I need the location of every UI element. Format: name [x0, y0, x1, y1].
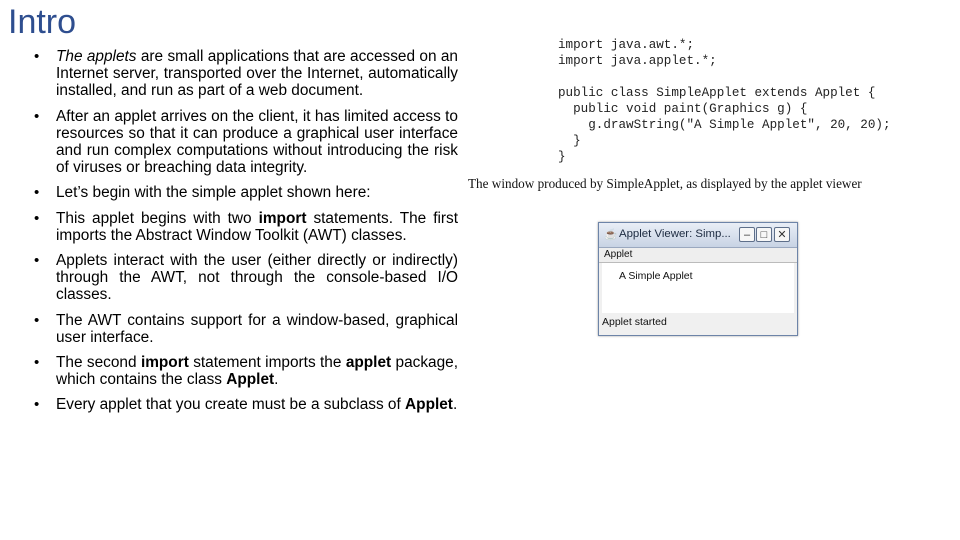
bullet-text-segment: The AWT contains support for a window-based, graphical user interface.	[56, 311, 458, 346]
code-line: }	[558, 134, 581, 148]
bullet-text-segment: Applet	[405, 396, 453, 414]
bullet-text-segment: are small applications that are accessed on an Internet server, transported over the Internet, automatically installed, and run as part of a web document.	[56, 48, 458, 100]
code-line: import java.awt.*;	[558, 38, 695, 52]
bullet-item	[34, 312, 458, 346]
bullet-text	[56, 108, 458, 177]
bullet-item	[34, 108, 458, 177]
figure-caption: The window produced by SimpleApplet, as displayed by the applet viewer	[468, 176, 862, 191]
applet-menu[interactable]: Applet	[604, 249, 633, 260]
code-line: import java.applet.*;	[558, 54, 717, 68]
bullet-dot-icon: •	[34, 209, 40, 227]
minimize-icon[interactable]: –	[739, 227, 755, 242]
code-line: public class SimpleApplet extends Applet {	[558, 86, 876, 100]
window-titlebar[interactable]	[599, 223, 797, 248]
bullet-dot-icon: •	[34, 354, 40, 372]
applet-status: Applet started	[602, 316, 667, 328]
bullet-dot-icon: •	[34, 48, 40, 65]
bullet-item	[34, 210, 458, 244]
bullet-text	[56, 312, 458, 346]
bullet-text-segment: Every applet that you create must be a subclass of	[56, 396, 406, 414]
code-listing	[558, 37, 891, 165]
bullet-text-segment: .	[452, 396, 458, 414]
bullet-text-segment: Let’s begin with the simple applet shown here:	[56, 184, 371, 202]
bullet-dot-icon: •	[34, 396, 40, 414]
bullet-text-segment: package, which contains the class	[56, 354, 458, 389]
code-line: }	[558, 150, 566, 164]
bullet-text-segment: import	[140, 354, 189, 372]
bullet-text-segment: .	[274, 371, 279, 389]
bullet-item	[34, 252, 458, 304]
bullet-text-segment: The second	[56, 354, 141, 372]
code-line: g.drawString("A Simple Applet", 20, 20);	[558, 118, 891, 132]
bullet-text	[56, 396, 458, 413]
bullet-item	[34, 184, 458, 201]
code-line: public void paint(Graphics g) {	[558, 102, 808, 116]
bullet-dot-icon: •	[34, 252, 40, 270]
bullet-text	[56, 354, 458, 388]
bullet-dot-icon: •	[34, 107, 40, 125]
bullet-text	[56, 210, 458, 244]
bullet-item	[34, 396, 458, 413]
close-icon[interactable]: ✕	[774, 227, 790, 242]
java-cup-icon: ☕	[604, 229, 618, 241]
bullet-text-segment: statements. The first imports the Abstract Window Toolkit (AWT) classes.	[56, 209, 458, 244]
bullet-text	[56, 184, 458, 201]
bullet-text-segment: import	[258, 209, 307, 227]
bullet-text-segment: Applet	[226, 371, 275, 389]
bullet-item	[34, 354, 458, 388]
code-line	[558, 69, 891, 85]
maximize-icon[interactable]: □	[756, 227, 772, 242]
window-title: Applet Viewer: Simp...	[619, 228, 731, 240]
bullet-text-segment: This applet begins with two	[56, 209, 259, 227]
bullet-dot-icon: •	[34, 184, 40, 202]
bullet-dot-icon: •	[34, 311, 40, 329]
bullet-text	[56, 48, 458, 100]
bullet-text-segment: The applets	[56, 48, 137, 65]
slide-title: Intro	[8, 3, 77, 41]
applet-canvas-text: A Simple Applet	[619, 270, 693, 282]
bullet-text-segment: applet	[345, 354, 392, 372]
bullet-text	[56, 252, 458, 304]
bullet-text-segment: statement imports the	[188, 354, 346, 372]
applet-viewer-window	[598, 222, 798, 336]
applet-menu-bar	[599, 248, 797, 263]
applet-canvas	[602, 263, 794, 313]
bullet-item	[34, 48, 458, 100]
bullet-text-segment: Applets interact with the user (either directly or indirectly) through the AWT, not through the console-based I/O classes.	[56, 252, 458, 304]
bullet-text-segment: After an applet arrives on the client, it has limited access to resources so that it can produce a graphical user interface and run complex computations without introducing the risk of viruses or breaching data integrity.	[56, 107, 458, 177]
bullet-list	[34, 48, 458, 422]
